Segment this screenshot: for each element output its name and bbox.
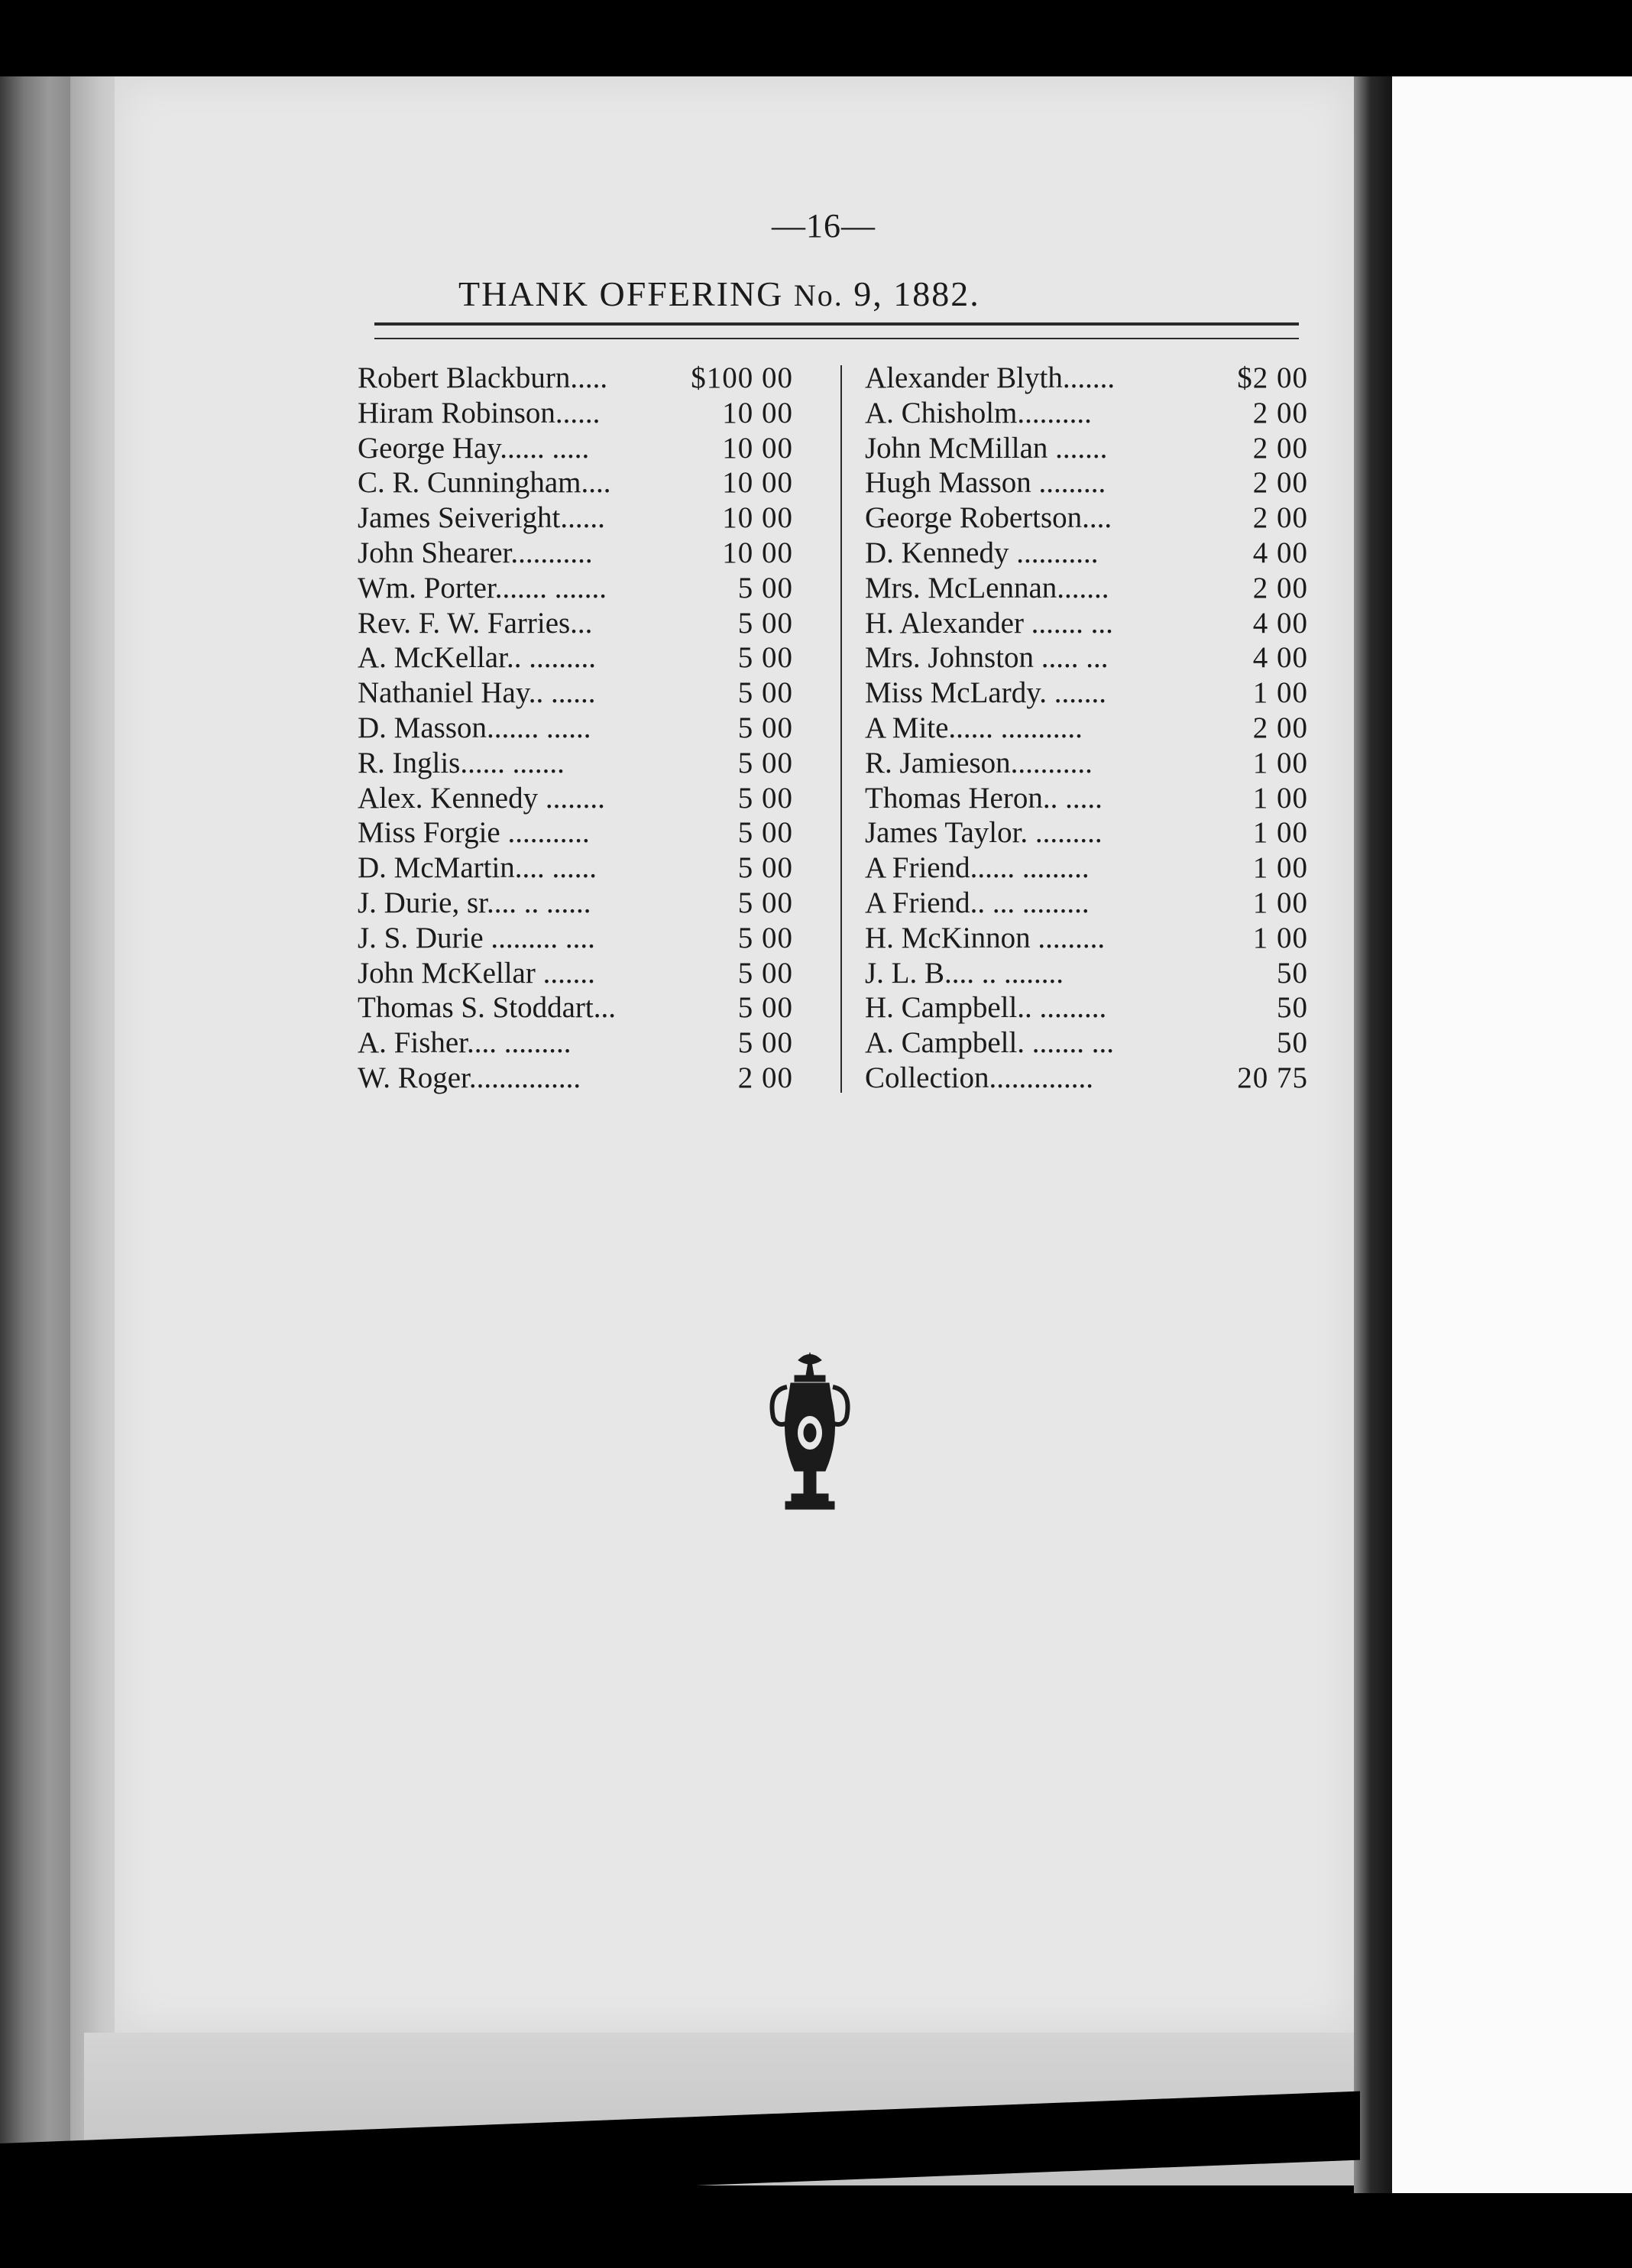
donor-row <box>865 361 1308 396</box>
donation-amount: 10 00 <box>722 466 793 500</box>
donor-name: John McMillan ....... <box>865 431 1108 465</box>
donor-row <box>358 536 793 571</box>
donor-row <box>865 746 1308 781</box>
donation-amount: 50 <box>1277 956 1308 990</box>
heading-no: No. <box>793 278 844 313</box>
donation-amount: 5 00 <box>737 921 793 954</box>
donor-row <box>865 396 1308 431</box>
donor-name: Hugh Masson ......... <box>865 466 1106 500</box>
donor-name: Alex. Kennedy ........ <box>358 781 605 815</box>
donation-amount: 4 00 <box>1252 536 1308 569</box>
donation-amount: 2 00 <box>1252 396 1308 429</box>
donation-amount: 5 00 <box>737 641 793 675</box>
donor-name: Rev. F. W. Farries... <box>358 606 593 640</box>
scan-right-margin <box>1392 76 1632 2193</box>
donor-name: D. Masson....... ...... <box>358 711 591 744</box>
donation-amount: $2 00 <box>1237 361 1308 394</box>
donor-row <box>358 1061 793 1096</box>
donation-amount: 1 00 <box>1252 816 1308 850</box>
donor-name: James Seiveright...... <box>358 501 605 535</box>
donor-row <box>865 676 1308 711</box>
donation-amount: 1 00 <box>1252 851 1308 885</box>
donation-amount: 10 00 <box>722 431 793 465</box>
donor-name: A Mite...... ........... <box>865 711 1083 744</box>
donor-row <box>865 501 1308 536</box>
donor-name: Miss McLardy. ....... <box>865 676 1106 710</box>
donor-row <box>865 606 1308 641</box>
donor-name: J. L. B.... .. ........ <box>865 956 1064 990</box>
donor-row <box>358 465 793 501</box>
heading-title: THANK OFFERING <box>458 274 784 313</box>
donation-amount: 10 00 <box>722 501 793 535</box>
donation-amount: 2 00 <box>1252 571 1308 604</box>
donor-name: R. Inglis...... ....... <box>358 746 565 779</box>
donor-name: H. Alexander ....... ... <box>865 606 1113 640</box>
donor-row <box>358 711 793 746</box>
donor-name: D. McMartin.... ...... <box>358 851 597 885</box>
donation-amount: 5 00 <box>737 816 793 850</box>
donation-amount: 5 00 <box>737 781 793 815</box>
heading-year: 9, 1882. <box>853 274 980 313</box>
donor-row <box>358 815 793 851</box>
left-donor-column <box>358 361 793 1096</box>
donor-row <box>358 361 793 396</box>
column-divider <box>840 365 842 1093</box>
donation-amount: $100 00 <box>691 361 793 394</box>
donor-name: A Friend.. ... ......... <box>865 886 1090 919</box>
donor-name: A. McKellar.. ......... <box>358 641 596 675</box>
donor-name: George Hay...... ..... <box>358 431 590 465</box>
donor-name: A Friend...... ......... <box>865 851 1090 885</box>
donation-amount: 1 00 <box>1252 676 1308 710</box>
donor-name: Alexander Blyth....... <box>865 361 1116 394</box>
donation-amount: 5 00 <box>737 746 793 779</box>
donation-amount: 50 <box>1277 1026 1308 1060</box>
donor-name: Mrs. Johnston ..... ... <box>865 641 1109 675</box>
heading-rule-thick <box>374 322 1299 326</box>
donor-name: H. Campbell.. ......... <box>865 991 1107 1025</box>
donor-row <box>865 815 1308 851</box>
donor-row <box>358 606 793 641</box>
page-shadow <box>1354 76 1395 2193</box>
page-number: —16— <box>772 207 876 245</box>
donor-name: Wm. Porter....... ....... <box>358 571 607 604</box>
donor-name: Mrs. McLennan....... <box>865 571 1109 604</box>
donation-amount: 1 00 <box>1252 746 1308 779</box>
donor-name: D. Kennedy ........... <box>865 536 1099 569</box>
donor-row <box>358 886 793 921</box>
donor-row <box>358 571 793 606</box>
donor-name: Thomas S. Stoddart... <box>358 991 616 1025</box>
donor-row <box>865 990 1308 1025</box>
donation-amount: 50 <box>1277 991 1308 1025</box>
donor-row <box>358 990 793 1025</box>
donor-row <box>865 431 1308 466</box>
donor-row <box>865 851 1308 886</box>
donation-amount: 5 00 <box>737 886 793 919</box>
donor-name: Thomas Heron.. ..... <box>865 781 1103 815</box>
donation-amount: 5 00 <box>737 956 793 990</box>
donation-amount: 2 00 <box>1252 501 1308 535</box>
donation-amount: 4 00 <box>1252 641 1308 675</box>
scan-left-edge <box>0 76 70 2185</box>
donor-row <box>865 781 1308 816</box>
donation-amount: 1 00 <box>1252 781 1308 815</box>
donor-row <box>358 431 793 466</box>
donation-amount: 1 00 <box>1252 886 1308 919</box>
donor-row <box>358 851 793 886</box>
donation-amount: 5 00 <box>737 851 793 885</box>
donor-name: W. Roger............... <box>358 1061 581 1094</box>
donation-amount: 5 00 <box>737 676 793 710</box>
donation-amount: 2 00 <box>1252 711 1308 744</box>
donor-name: John Shearer........... <box>358 536 593 569</box>
donor-name: C. R. Cunningham.... <box>358 466 611 500</box>
donor-row <box>358 1025 793 1061</box>
donor-row <box>865 571 1308 606</box>
donor-row <box>865 465 1308 501</box>
donor-row <box>865 886 1308 921</box>
donor-name: R. Jamieson........... <box>865 746 1093 779</box>
donor-name: A. Fisher.... ......... <box>358 1026 572 1060</box>
donor-row <box>358 396 793 431</box>
donation-amount: 20 75 <box>1237 1061 1308 1094</box>
donation-amount: 5 00 <box>737 711 793 744</box>
donation-amount: 10 00 <box>722 396 793 429</box>
donation-amount: 4 00 <box>1252 606 1308 640</box>
donor-row <box>865 956 1308 991</box>
donor-name: George Robertson.... <box>865 501 1112 535</box>
page-heading <box>458 274 1146 314</box>
donor-name: Miss Forgie ........... <box>358 816 590 850</box>
donation-amount: 5 00 <box>737 571 793 604</box>
donor-row <box>358 781 793 816</box>
donor-row <box>865 640 1308 676</box>
vase-ornament-icon <box>764 1345 856 1528</box>
donor-row <box>358 921 793 956</box>
right-donor-column <box>865 361 1308 1096</box>
donor-name: Nathaniel Hay.. ...... <box>358 676 596 710</box>
donor-name: H. McKinnon ......... <box>865 921 1106 954</box>
donor-row <box>358 640 793 676</box>
donation-amount: 10 00 <box>722 536 793 569</box>
donor-row <box>865 921 1308 956</box>
donor-row <box>865 1025 1308 1061</box>
donor-name: Hiram Robinson...... <box>358 396 601 429</box>
donation-amount: 2 00 <box>1252 466 1308 500</box>
donor-row <box>358 746 793 781</box>
donor-name: A. Chisholm.......... <box>865 396 1092 429</box>
donation-amount: 5 00 <box>737 1026 793 1060</box>
donor-name: J. Durie, sr.... .. ...... <box>358 886 591 919</box>
donor-name: J. S. Durie ......... .... <box>358 921 595 954</box>
donor-row <box>358 956 793 991</box>
donation-amount: 2 00 <box>1252 431 1308 465</box>
heading-rule-thin <box>374 338 1299 339</box>
donor-row <box>865 711 1308 746</box>
donor-name: John McKellar ....... <box>358 956 595 990</box>
donor-name: A. Campbell. ....... ... <box>865 1026 1115 1060</box>
donor-name: Collection.............. <box>865 1061 1093 1094</box>
donation-amount: 5 00 <box>737 606 793 640</box>
donor-row <box>865 1061 1308 1096</box>
donation-amount: 5 00 <box>737 991 793 1025</box>
donor-row <box>865 536 1308 571</box>
donor-name: Robert Blackburn..... <box>358 361 608 394</box>
donor-name: James Taylor. ......... <box>865 816 1103 850</box>
donation-amount: 1 00 <box>1252 921 1308 954</box>
donor-row <box>358 501 793 536</box>
donation-amount: 2 00 <box>737 1061 793 1094</box>
donor-row <box>358 676 793 711</box>
